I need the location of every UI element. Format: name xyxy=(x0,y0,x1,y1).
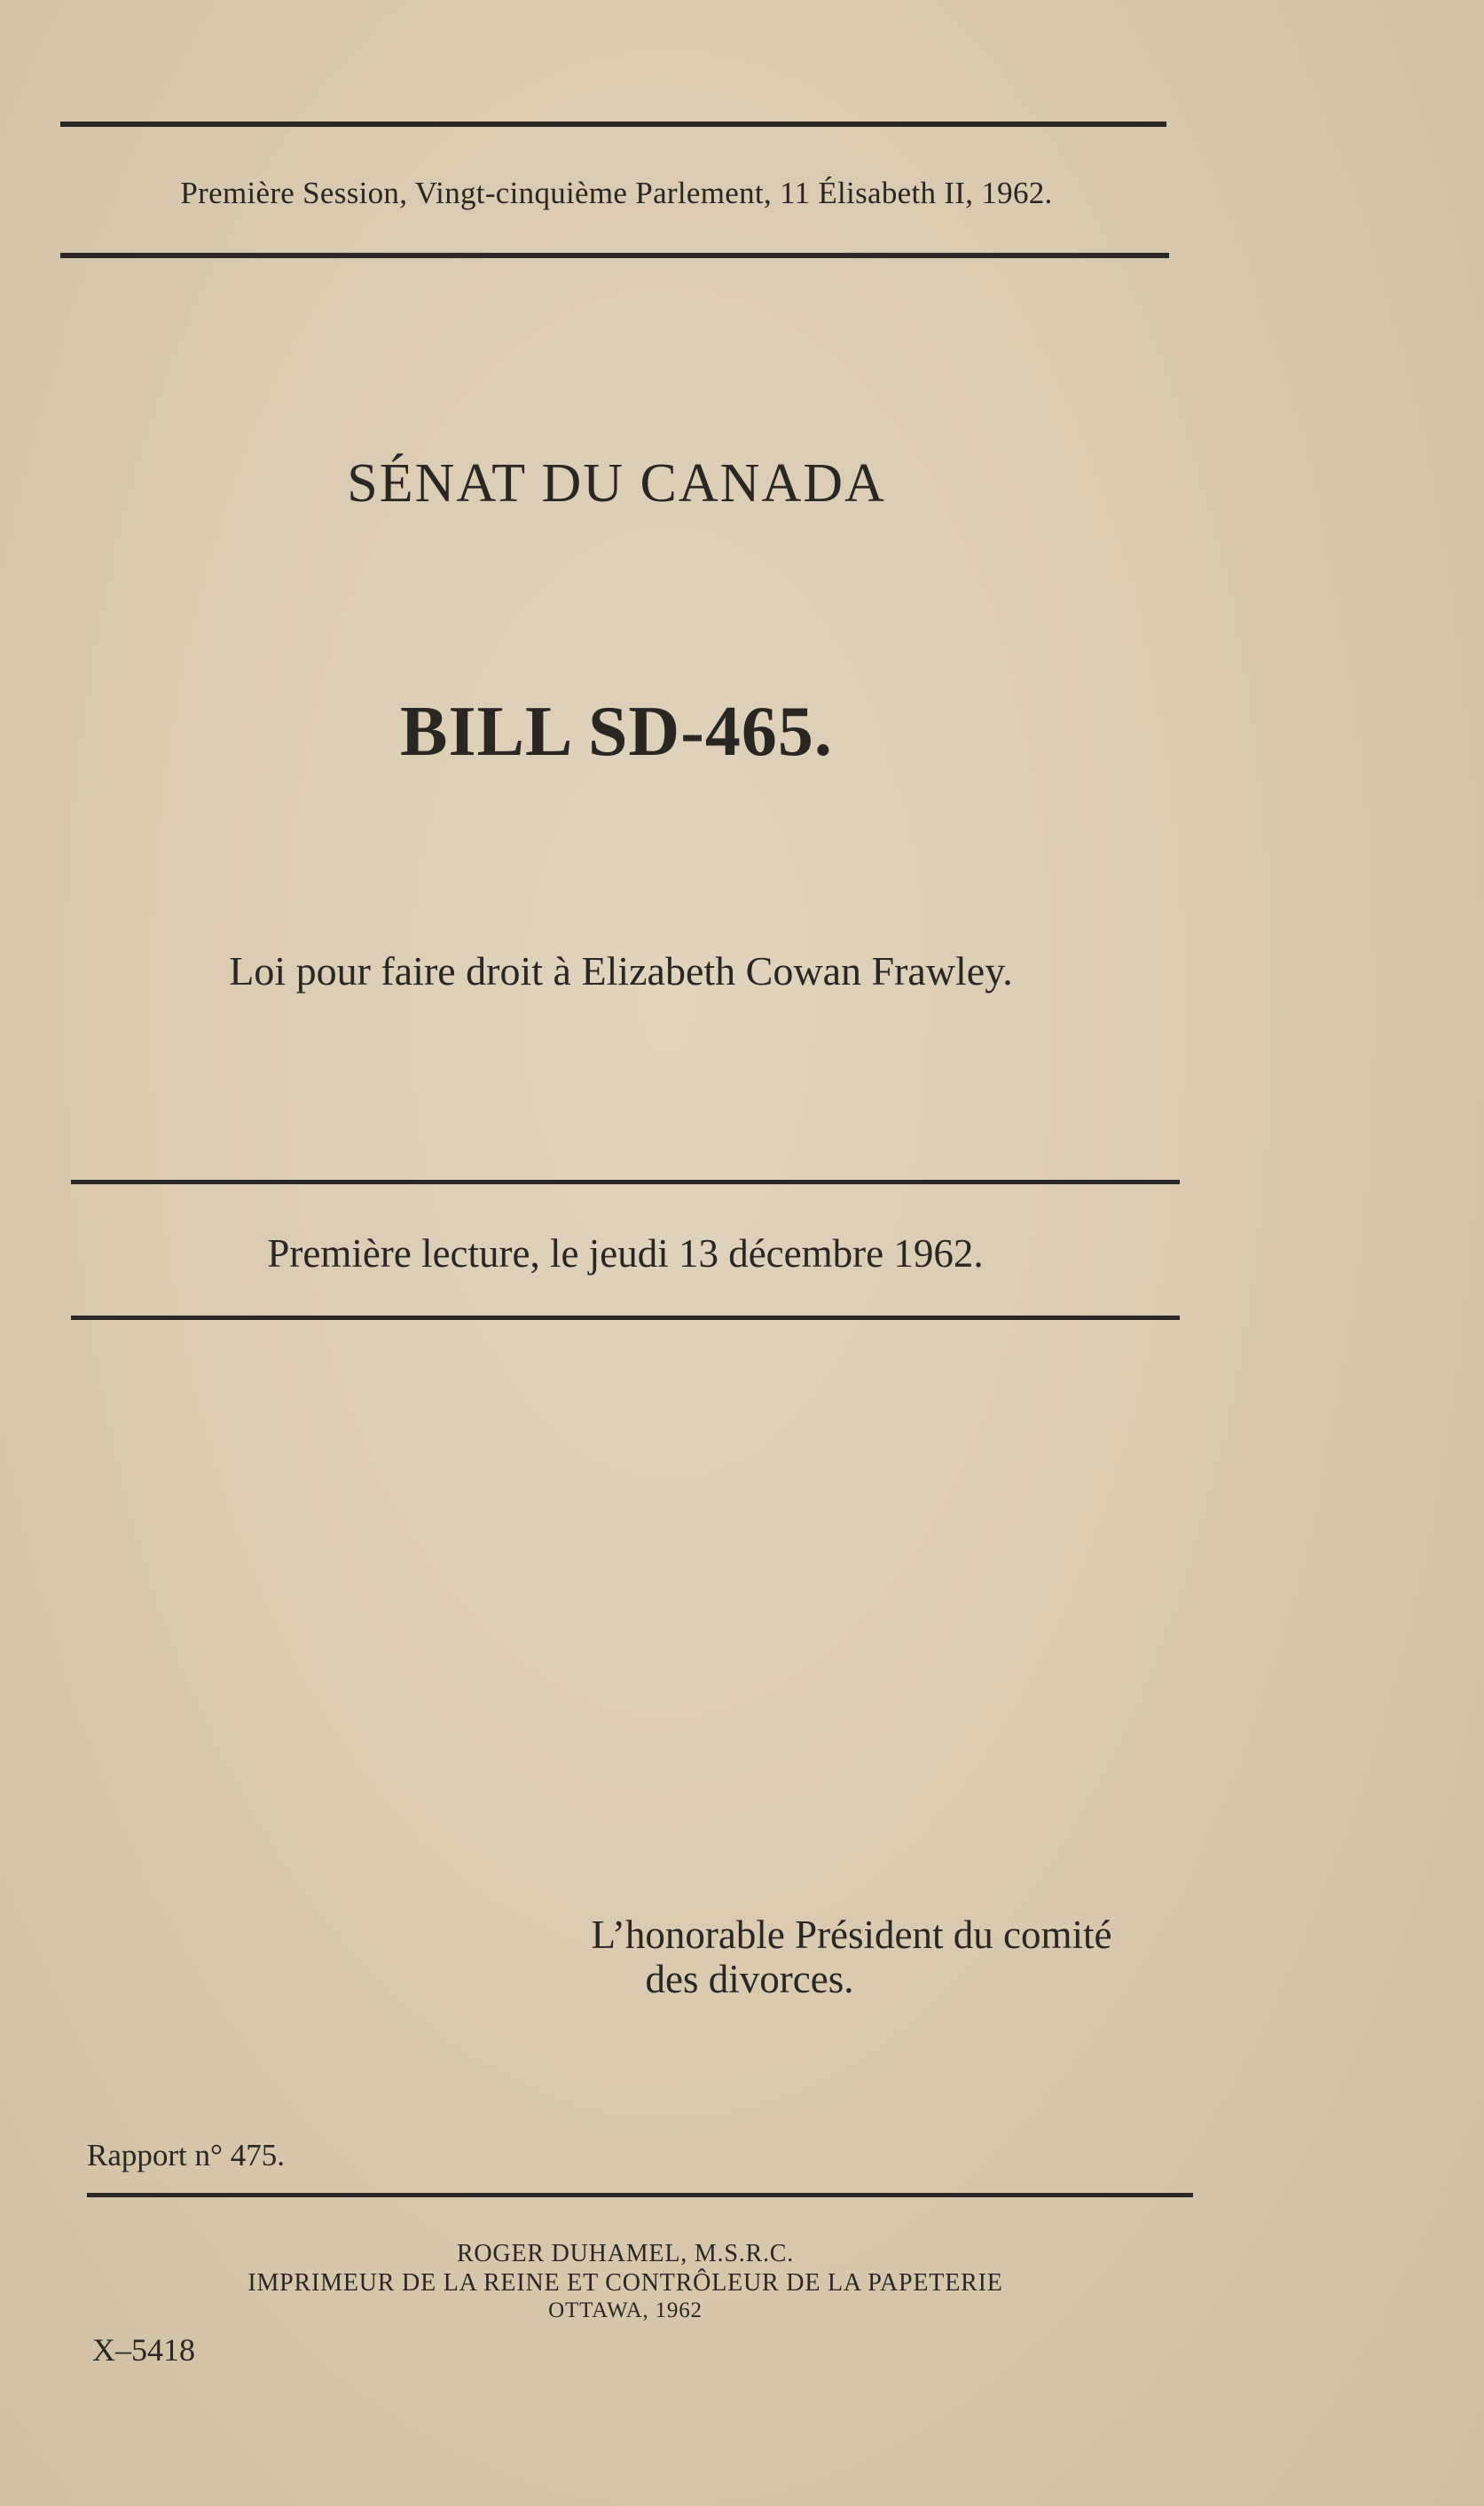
printer-name: ROGER DUHAMEL, M.S.R.C. xyxy=(456,2240,795,2267)
header-bottom-rule xyxy=(60,253,1169,258)
form-code: X–5418 xyxy=(92,2332,195,2368)
session-line: Première Session, Vingt-cinquième Parlement, 11 Élisabeth II, 1962. xyxy=(180,176,1053,210)
sponsor-line-1: L’honorable Président du comité xyxy=(591,1913,1112,1957)
reading-bottom-rule xyxy=(71,1316,1180,1320)
printer-place: OTTAWA, 1962 xyxy=(548,2298,703,2322)
first-reading-line: Première lecture, le jeudi 13 décembre 1962. xyxy=(267,1231,984,1276)
sponsor-line-2: des divorces. xyxy=(645,1957,854,2001)
report-number: Rapport n° 475. xyxy=(87,2138,286,2172)
bill-title: Loi pour faire droit à Elizabeth Cowan Frawley. xyxy=(229,948,1013,994)
bill-number: BILL SD-465. xyxy=(400,693,833,771)
chamber-heading: SÉNAT DU CANADA xyxy=(347,453,886,514)
printer-title: IMPRIMEUR DE LA REINE ET CONTRÔLEUR DE LA PAPETERIE xyxy=(247,2269,1003,2297)
top-rule xyxy=(60,122,1166,127)
footer-rule xyxy=(87,2193,1193,2197)
reading-top-rule xyxy=(71,1180,1180,1184)
